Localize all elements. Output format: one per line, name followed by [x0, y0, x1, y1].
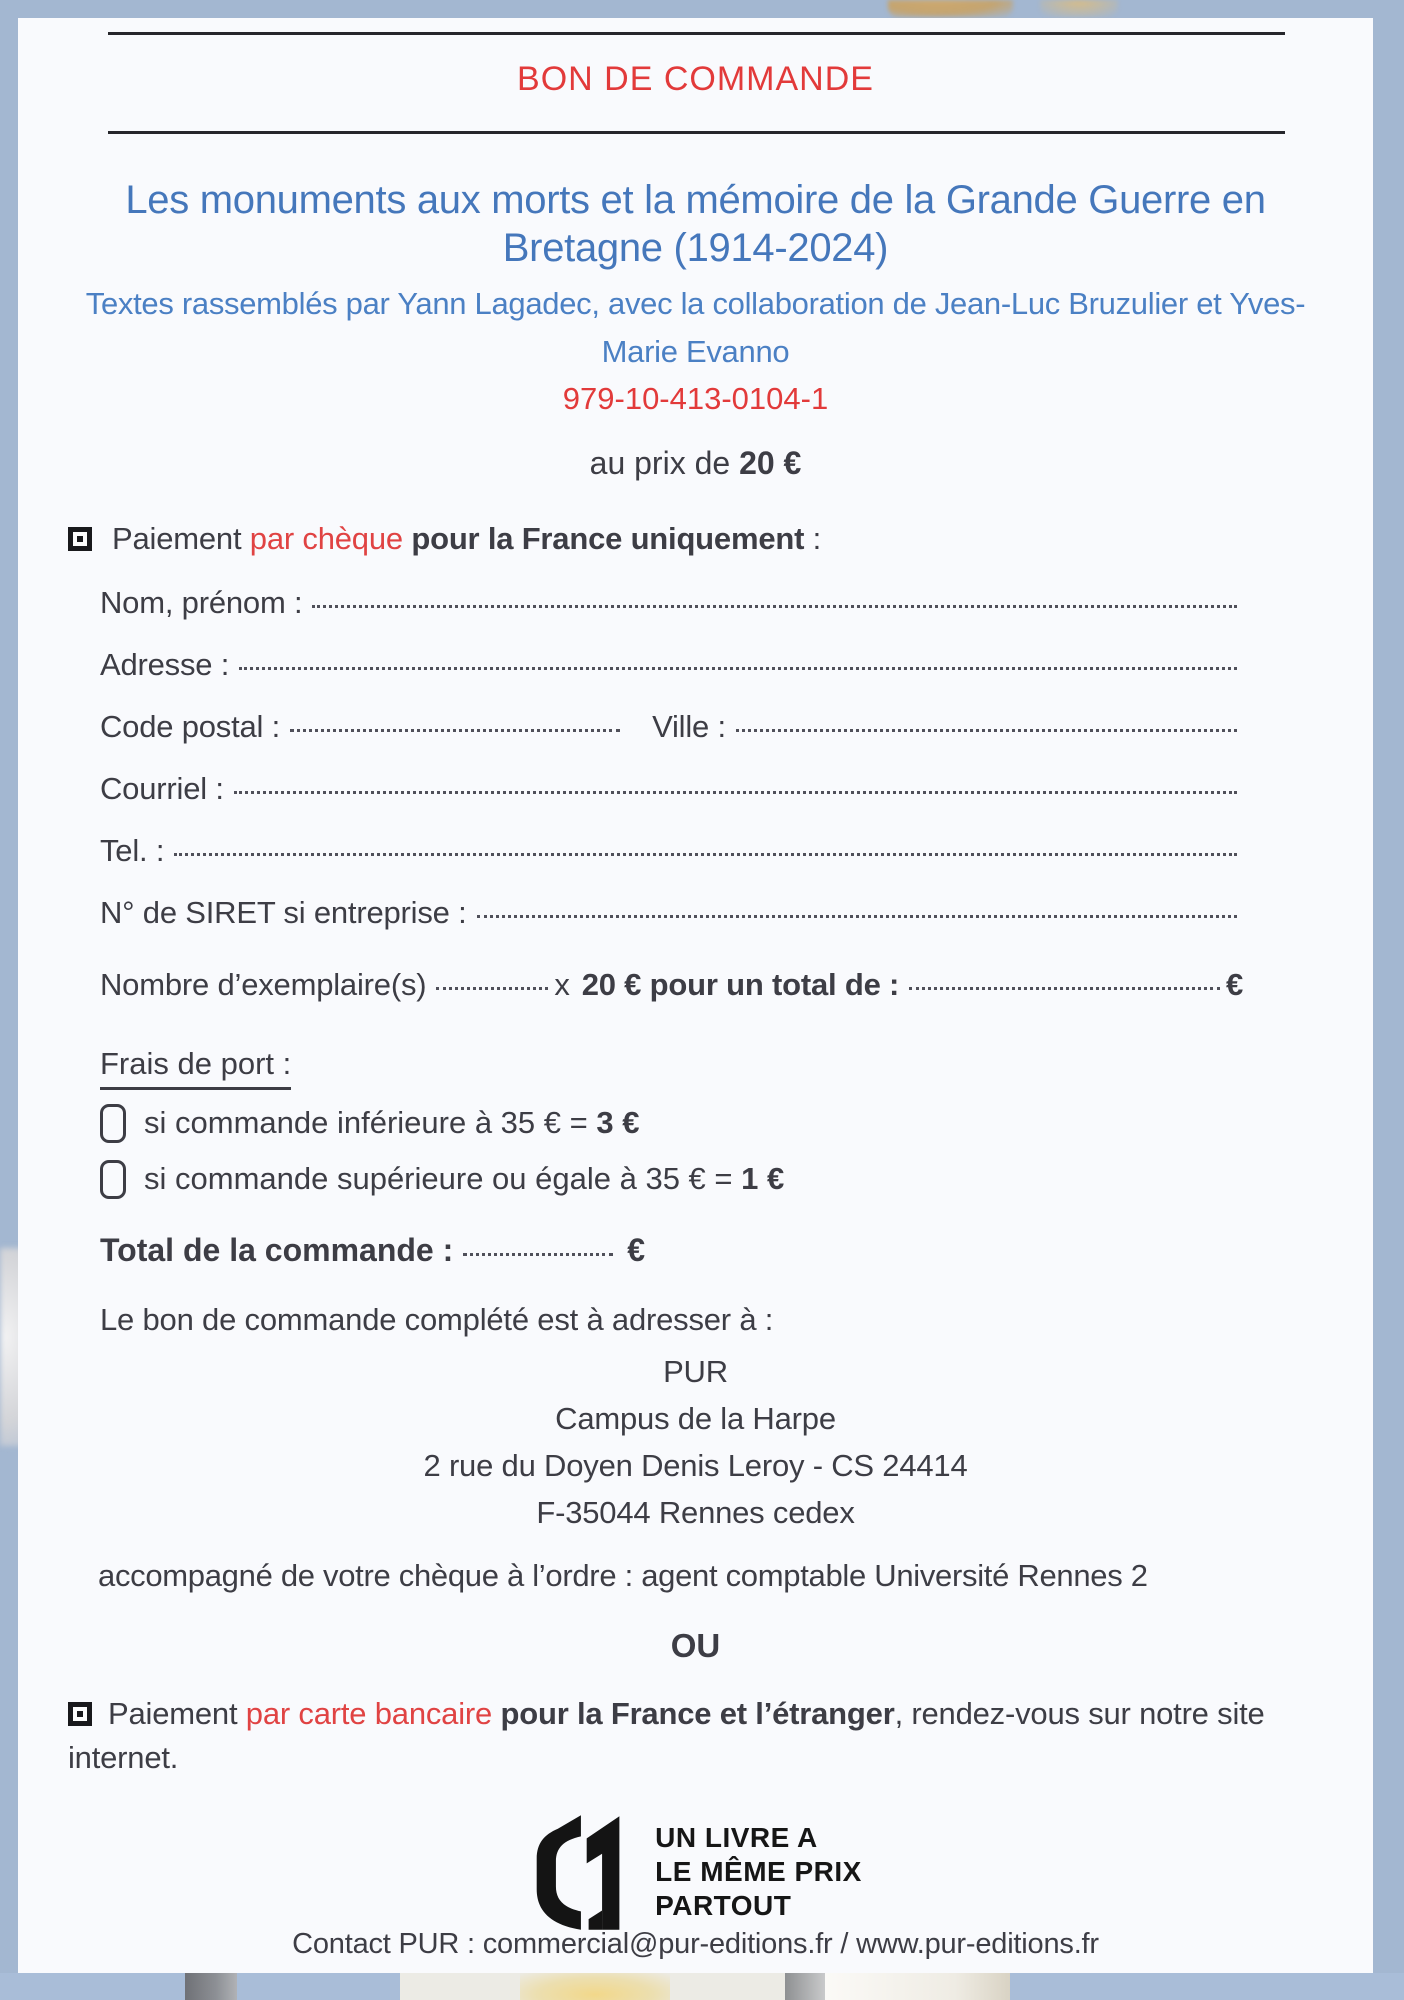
- address-input-line[interactable]: [239, 667, 1237, 670]
- option-large-label: si commande supérieure ou égale à 35 € =: [144, 1161, 733, 1196]
- card-payment-paragraph: [68, 1692, 1303, 1780]
- payment-word: Paiement: [108, 1696, 238, 1731]
- price-prefix: au prix de: [589, 445, 731, 481]
- unit-price-total-label: 20 € pour un total de :: [581, 967, 900, 1002]
- phone-label: Tel. :: [100, 833, 165, 868]
- logo-line: LE MÊME PRIX: [655, 1856, 862, 1887]
- monument-stone: [825, 1973, 1010, 2000]
- shipping-over-35-checkbox[interactable]: [100, 1160, 126, 1199]
- book-authors: Textes rassemblés par Yann Lagadec, avec la collaboration de Jean-Luc Bruzulier et Yves-Marie Evanno: [85, 286, 1306, 369]
- address-label: Adresse :: [100, 647, 230, 682]
- name-input-line[interactable]: [312, 605, 1237, 608]
- siret-row: [100, 882, 1243, 944]
- book-price-line: [18, 444, 1373, 482]
- cheque-payment-heading: [68, 520, 1313, 558]
- name-label: Nom, prénom :: [100, 585, 303, 620]
- shipping-section-title: [100, 1044, 1373, 1090]
- city-input-line[interactable]: [736, 729, 1237, 732]
- phone-row: [100, 820, 1243, 882]
- total-euro-sign: €: [627, 1232, 646, 1268]
- logo-line: PARTOUT: [655, 1890, 792, 1921]
- option-small-price: 3 €: [596, 1105, 640, 1140]
- square-bullet-icon: [68, 527, 92, 551]
- postal-city-row: [100, 696, 1243, 758]
- shipping-option-large-text: [144, 1156, 784, 1202]
- card-payment-suffix: , rendez-vous sur notre site internet.: [68, 1696, 1265, 1775]
- phone-input-line[interactable]: [174, 853, 1237, 856]
- payment-word: Paiement: [112, 521, 242, 556]
- mailing-address-line: 2 rue du Doyen Denis Leroy - CS 24414: [423, 1448, 968, 1483]
- email-input-line[interactable]: [234, 791, 1237, 794]
- divider-line-top: [108, 32, 1285, 35]
- payment-scope: pour la France uniquement: [411, 521, 805, 556]
- background-monument-photo: [0, 1973, 1404, 2000]
- fixed-book-price-logo: [18, 1812, 1373, 1932]
- total-amount-input-line[interactable]: [909, 987, 1220, 990]
- siret-input-line[interactable]: [477, 915, 1237, 918]
- shipping-option-large: [100, 1156, 1373, 1202]
- payment-method-cheque: par chèque: [249, 521, 403, 556]
- cheque-payment-text: [112, 520, 821, 558]
- or-separator: OU: [670, 1627, 721, 1664]
- monument-pillar: [785, 1973, 825, 2000]
- monument-pillar: [185, 1973, 237, 2000]
- price-value: 20 €: [739, 445, 802, 481]
- square-bullet-icon: [68, 1702, 92, 1726]
- book-isbn: 979-10-413-0104-1: [562, 381, 829, 416]
- cheque-order-note: accompagné de votre chèque à l’ordre : agent comptable Université Rennes 2: [98, 1558, 1148, 1593]
- euro-sign: €: [1225, 967, 1243, 1002]
- monument-gold-detail: [520, 1973, 670, 2000]
- quantity-label: Nombre d’exemplaire(s): [100, 967, 427, 1002]
- shipping-option-small-text: [144, 1100, 639, 1146]
- background-wheat-photo: [1040, 0, 1118, 17]
- total-label: Total de la commande :: [100, 1232, 454, 1268]
- city-label: Ville :: [652, 709, 726, 744]
- payment-method-card: par carte bancaire: [245, 1696, 493, 1731]
- order-total-row: [100, 1228, 710, 1272]
- contact-footer: Contact PUR : commercial@pur-editions.fr / www.pur-editions.fr: [292, 1928, 1099, 1960]
- book-title: Les monuments aux morts et la mémoire de la Grande Guerre en Bretagne (1914-2024): [125, 178, 1266, 270]
- card-payment-scope: pour la France et l’étranger: [500, 1696, 895, 1731]
- postal-input-line[interactable]: [290, 729, 620, 732]
- logo-wordmark: [655, 1821, 862, 1923]
- divider-line-bottom: [108, 131, 1285, 134]
- order-fields: [100, 572, 1243, 944]
- order-form-document: [18, 18, 1373, 1973]
- quantity-row: [100, 954, 1243, 1016]
- mailing-address-line: PUR: [663, 1354, 728, 1389]
- option-large-price: 1 €: [741, 1161, 785, 1196]
- quantity-input-line[interactable]: [436, 987, 548, 990]
- open-book-price-logo-icon: [529, 1812, 629, 1932]
- mailing-address: [18, 1348, 1373, 1536]
- shipping-option-small: [100, 1100, 1373, 1146]
- email-row: [100, 758, 1243, 820]
- address-row: [100, 634, 1243, 696]
- mailing-intro: Le bon de commande complété est à adresser à :: [100, 1302, 774, 1337]
- postal-label: Code postal :: [100, 709, 281, 744]
- shipping-title-underlined: Frais de port :: [100, 1044, 291, 1090]
- name-row: [100, 572, 1243, 634]
- background-wheat-photo: [888, 0, 1013, 17]
- option-small-label: si commande inférieure à 35 € =: [144, 1105, 588, 1140]
- shipping-under-35-checkbox[interactable]: [100, 1104, 126, 1143]
- times-sign: x: [554, 967, 570, 1002]
- mailing-address-line: Campus de la Harpe: [555, 1401, 836, 1436]
- siret-label: N° de SIRET si entreprise :: [100, 895, 467, 930]
- total-input-line[interactable]: [463, 1253, 613, 1256]
- logo-line: UN LIVRE A: [655, 1822, 818, 1853]
- email-label: Courriel :: [100, 771, 224, 806]
- payment-colon: :: [804, 521, 822, 556]
- mailing-address-line: F-35044 Rennes cedex: [536, 1495, 855, 1530]
- form-title: BON DE COMMANDE: [517, 60, 874, 98]
